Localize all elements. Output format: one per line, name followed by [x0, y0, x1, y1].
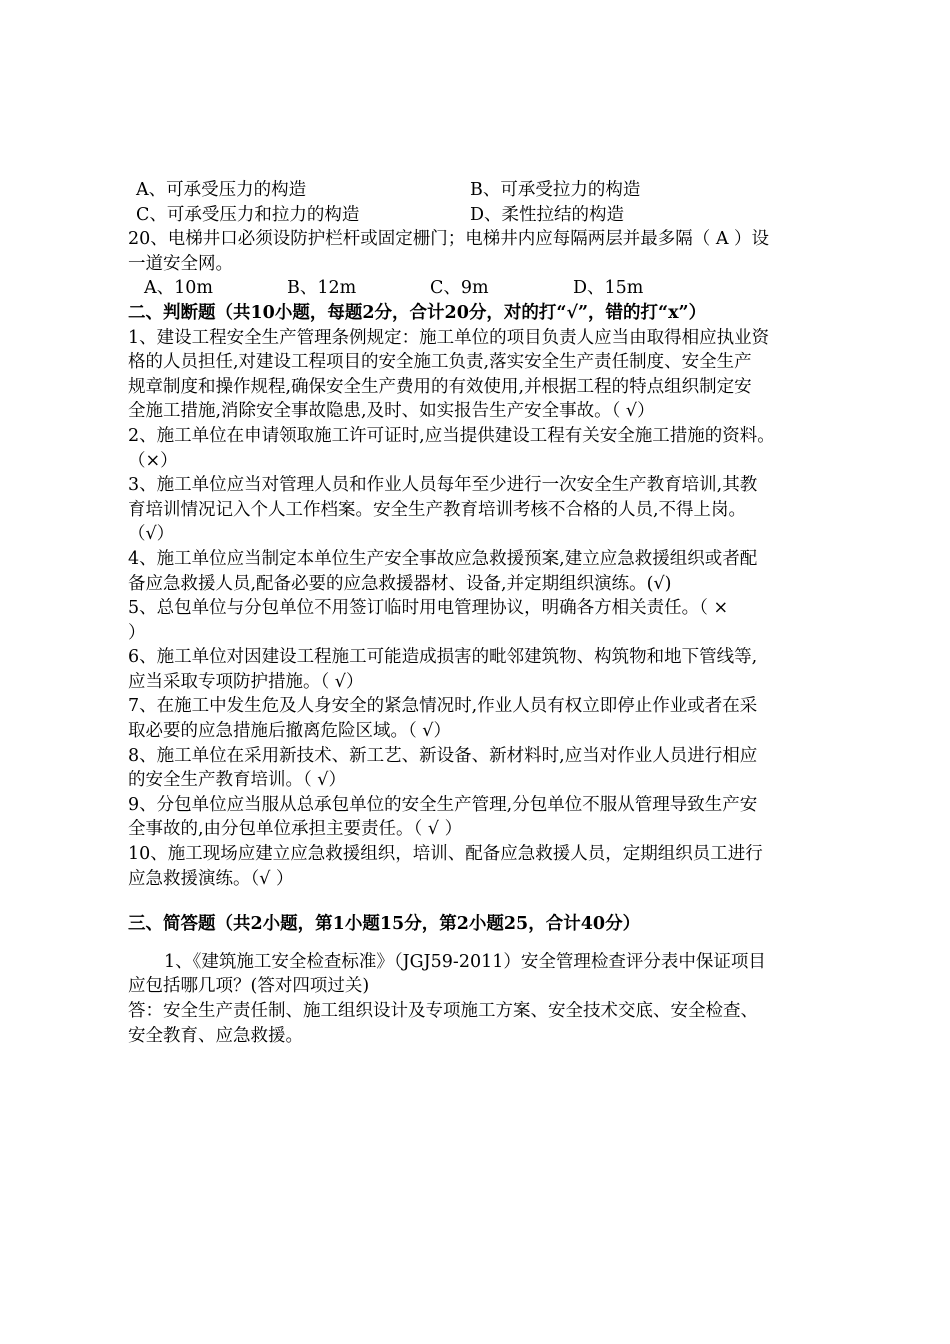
tf-item-3-line: 育培训情况记入个人工作档案。安全生产教育培训考核不合格的人员,不得上岗。 [128, 499, 747, 520]
tf-item-3-line: （√） [128, 524, 175, 545]
q20-option-d: D、15m [573, 278, 644, 299]
tf-item-5-line: ） [128, 622, 146, 643]
tf-item-1-line: 1、建设工程安全生产管理条例规定：施工单位的项目负责人应当由取得相应执业资 [128, 327, 770, 348]
q20-option-c: C、9m [430, 278, 489, 299]
tf-item-3 [128, 473, 848, 547]
tf-item-1 [128, 326, 848, 424]
tf-item-7-line: 7、在施工中发生危及人身安全的紧急情况时,作业人员有权立即停止作业或者在采 [128, 696, 758, 717]
q19-option-c: C、可承受压力和拉力的构造 [136, 204, 360, 225]
tf-item-5-line: 5、总包单位与分包单位不用签订临时用电管理协议，明确各方相关责任。（ × [128, 598, 729, 619]
tf-item-2 [128, 424, 848, 473]
tf-item-8-line: 8、施工单位在采用新技术、新工艺、新设备、新材料时,应当对作业人员进行相应 [128, 745, 758, 766]
q20-text-line-1: 20、电梯井口必须设防护栏杆或固定栅门；电梯井内应每隔两层并最多隔（ A ）设 [128, 229, 770, 250]
tf-item-3-line: 3、施工单位应当对管理人员和作业人员每年至少进行一次安全生产教育培训,其教 [128, 475, 758, 496]
tf-item-5 [128, 596, 848, 645]
spacer [128, 891, 848, 912]
tf-item-2-line: （×） [128, 450, 178, 471]
tf-item-9-line: 全事故的,由分包单位承担主要责任。（ √ ） [128, 819, 463, 840]
tf-item-2-line: 2、施工单位在申请领取施工许可证时,应当提供建设工程有关安全施工措施的资料。 [128, 425, 775, 446]
tf-item-6-line: 6、施工单位对因建设工程施工可能造成损害的毗邻建筑物、构筑物和地下管线等, [128, 647, 758, 668]
tf-item-6-line: 应当采取专项防护措施。（ √） [128, 671, 364, 692]
tf-item-4-line: 备应急救援人员,配备必要的应急救援器材、设备,并定期组织演练。(√) [128, 573, 672, 594]
tf-item-1-line: 格的人员担任,对建设工程项目的安全施工负责,落实安全生产责任制度、安全生产 [128, 352, 752, 373]
document-body [128, 178, 848, 1048]
q20-options [128, 276, 848, 301]
tf-item-6 [128, 645, 848, 694]
tf-item-4 [128, 547, 848, 596]
q19-options-row-2 [128, 203, 848, 228]
tf-item-7-line: 取必要的应急措施后撤离危险区域。（ √） [128, 721, 451, 742]
tf-item-10 [128, 842, 848, 891]
tf-item-10-line: 应急救援演练。（√ ） [128, 868, 294, 889]
q19-option-a: A、可承受压力的构造 [136, 180, 307, 200]
short-answer-a1-line-1: 答：安全生产责任制、施工组织设计及专项施工方案、安全技术交底、安全检查、 [128, 1001, 758, 1021]
q20-option-b: B、12m [287, 278, 357, 299]
tf-item-1-line: 规章制度和操作规程,确保安全生产费用的有效使用,并根据工程的特点组织制定安 [128, 376, 752, 397]
section-3-heading: 三、简答题（共2小题，第1小题15分，第2小题25，合计40分） [128, 914, 641, 935]
tf-item-9-line: 9、分包单位应当服从总承包单位的安全生产管理,分包单位不服从管理导致生产安 [128, 794, 758, 815]
short-answer-q1-line-1: 1、《建筑施工安全检查标准》（JGJ59-2011）安全管理检查评分表中保证项目 [164, 951, 766, 972]
q19-option-b: B、可承受拉力的构造 [470, 180, 641, 200]
tf-item-1-line: 全施工措施,消除安全事故隐患,及时、如实报告生产安全事故。（ √） [128, 401, 655, 422]
q19-option-d: D、柔性拉结的构造 [470, 204, 625, 225]
q19-options-row-1 [128, 178, 848, 203]
tf-item-8 [128, 744, 848, 793]
short-answer-a1-line-2: 安全教育、应急救援。 [128, 1025, 303, 1046]
short-answer-q1-line-2: 应包括哪几项？(答对四项过关) [128, 976, 370, 997]
tf-item-9 [128, 793, 848, 842]
spacer [128, 937, 848, 950]
tf-item-10-line: 10、施工现场应建立应急救援组织，培训、配备应急救援人员，定期组织员工进行 [128, 844, 763, 865]
tf-item-7 [128, 694, 848, 743]
tf-item-4-line: 4、施工单位应当制定本单位生产安全事故应急救援预案,建立应急救援组织或者配 [128, 548, 758, 569]
q20-text-line-2: 一道安全网。 [128, 253, 233, 274]
q20-option-a: A、10m [144, 278, 214, 299]
tf-item-8-line: 的安全生产教育培训。（ √） [128, 770, 346, 791]
section-2-heading: 二、判断题（共10小题，每题2分，合计20分，对的打“√”，错的打“x”） [128, 302, 707, 323]
